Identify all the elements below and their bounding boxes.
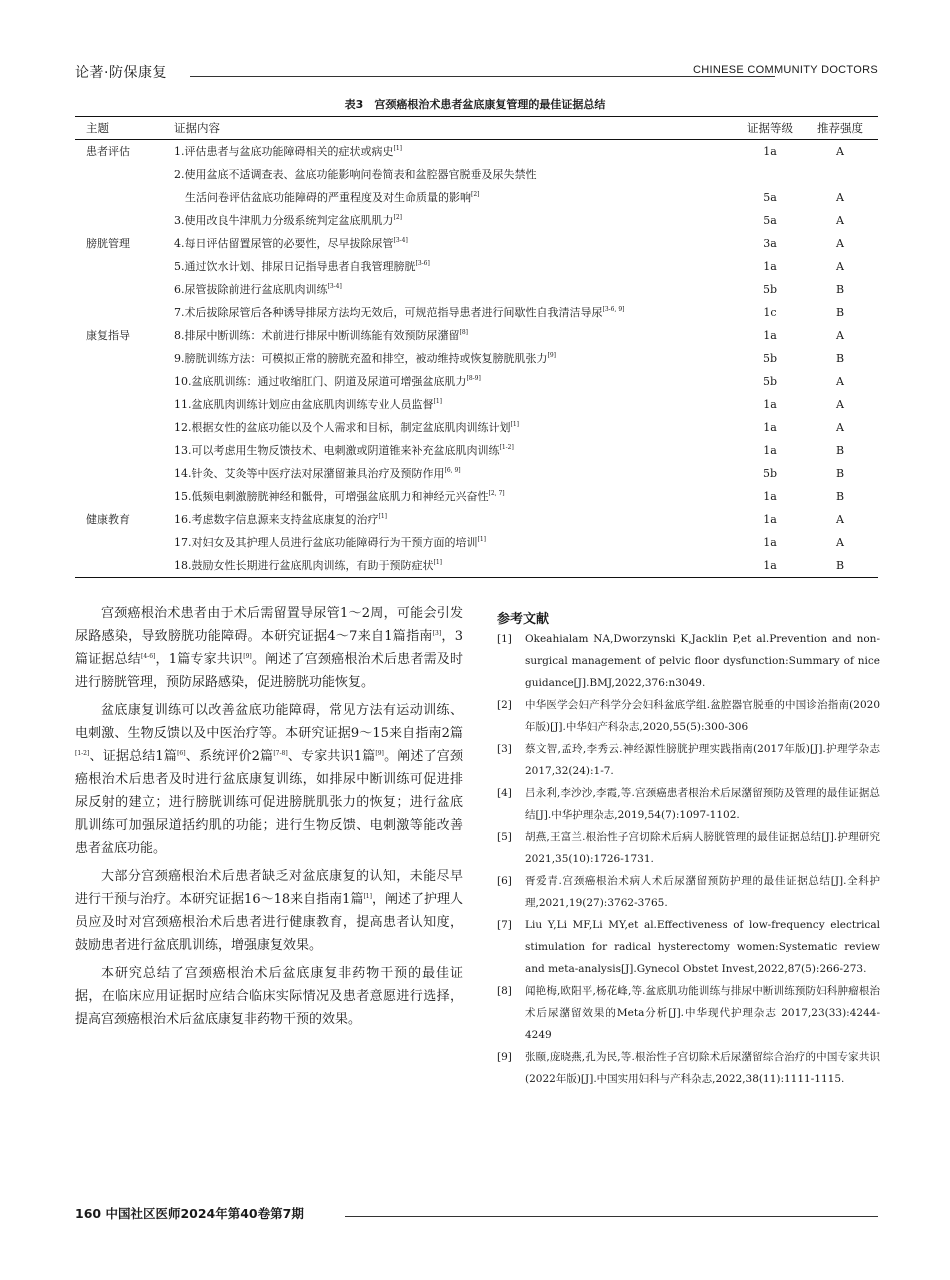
reference-item <box>497 826 880 870</box>
cell-level: 1a <box>763 421 777 434</box>
cell-level: 5a <box>763 191 777 204</box>
table-row <box>75 186 878 209</box>
reference-text: Okeahialam NA,Dworzynski K,Jacklin P,et al.Prevention and non-surgical management of pelvic floor dysfunction:Summary of nice guidance[J].BMJ,2022,376:n3049. <box>525 633 880 689</box>
reference-number: [6] <box>497 875 512 887</box>
reference-number: [8] <box>497 985 512 997</box>
table-row <box>75 554 878 577</box>
cell-level: 1a <box>763 260 777 273</box>
reference-text: 张颐,庞晓燕,孔为民,等.根治性子宫切除术后尿潴留综合治疗的中国专家共识(2022年版)[J].中国实用妇科与产科杂志,2022,38(11):1111-1115. <box>525 1051 880 1085</box>
cell-grade: B <box>835 283 845 296</box>
reference-text: 中华医学会妇产科学分会妇科盆底学组.盆腔器官脱垂的中国诊治指南(2020年版)[J].中华妇产科杂志,2020,55(5):300-306 <box>525 699 880 733</box>
reference-number: [7] <box>497 919 512 931</box>
reference-text: Liu Y,Li MF,Li MY,et al.Effectiveness of low-frequency electrical stimulation for radical hysterectomy women:Systematic review and meta-analysis[J].Gynecol Obstet Invest,2022,87(5):266-273. <box>525 919 880 975</box>
reference-text: 蔡文智,孟玲,李秀云.神经源性膀胱护理实践指南(2017年版)[J].护理学杂志 2017,32(24):1-7. <box>525 743 880 777</box>
reference-item <box>497 914 880 980</box>
cell-topic: 膀胱管理 <box>86 237 130 250</box>
cell-grade: A <box>836 237 844 250</box>
cell-content: 16.考虑数字信息源来支持盆底康复的治疗[1] <box>174 513 387 526</box>
table-row <box>75 255 878 278</box>
cell-grade: A <box>836 260 844 273</box>
cell-content: 12.根据女性的盆底功能以及个人需求和目标，制定盆底肌肉训练计划[1] <box>174 421 519 434</box>
cell-grade: B <box>835 559 845 572</box>
cell-level: 1a <box>763 444 777 457</box>
cell-level: 5b <box>762 467 778 480</box>
reference-number: [1] <box>497 633 512 645</box>
cell-level: 5b <box>762 352 778 365</box>
evidence-table <box>75 116 878 578</box>
reference-number: [2] <box>497 699 512 711</box>
table-row <box>75 508 878 531</box>
reference-item <box>497 782 880 826</box>
table-row <box>75 393 878 416</box>
cell-grade: B <box>835 467 845 480</box>
table-body <box>75 140 878 577</box>
table-row <box>75 531 878 554</box>
cell-content: 9.膀胱训练方法：可模拟正常的膀胱充盈和排空，被动维持或恢复膀胱肌张力[9] <box>174 352 556 365</box>
table-row <box>75 324 878 347</box>
reference-item <box>497 738 880 782</box>
cell-level: 1c <box>763 306 777 319</box>
cell-content: 2.使用盆底不适调查表、盆底功能影响问卷简表和盆腔器官脱垂及尿失禁性 <box>174 168 537 181</box>
col-header-level: 证据等级 <box>747 121 793 135</box>
reference-text: 闻艳梅,欧阳平,杨花峰,等.盆底肌功能训练与排尿中断训练预防妇科肿瘤根治术后尿潴留效果的Meta分析[J].中华现代护理杂志 2017,23(33):4244-4249 <box>525 985 880 1041</box>
paragraph-1: 宫颈癌根治术患者由于术后需留置导尿管1～2周，可能会引发尿路感染，导致膀胱功能障碍。本研究证据4～7来自1篇指南[3]，3篇证据总结[4-6]，1篇专家共识[9]。阐述了宫颈癌根治术后患者需及时进行膀胱管理，预防尿路感染，促进膀胱功能恢复。 <box>75 606 463 690</box>
table-row <box>75 462 878 485</box>
cell-content: 18.鼓励女性长期进行盆底肌肉训练，有助于预防症状[1] <box>174 559 442 572</box>
reference-item <box>497 628 880 694</box>
references-list <box>497 628 880 1090</box>
cell-level: 5b <box>762 283 778 296</box>
cell-content: 10.盆底肌训练：通过收缩肛门、阴道及尿道可增强盆底肌力[8-9] <box>174 375 481 388</box>
cell-level: 5b <box>762 375 778 388</box>
cell-content: 11.盆底肌肉训练计划应由盆底肌肉训练专业人员监督[1] <box>174 398 442 411</box>
reference-item <box>497 980 880 1046</box>
cell-content: 8.排尿中断训练：术前进行排尿中断训练能有效预防尿潴留[8] <box>174 329 468 342</box>
reference-number: [3] <box>497 743 512 755</box>
body-text <box>75 602 463 1036</box>
cell-grade: A <box>836 375 844 388</box>
table-row <box>75 232 878 255</box>
cell-topic: 健康教育 <box>86 513 130 526</box>
cell-grade: A <box>836 421 844 434</box>
table-row <box>75 416 878 439</box>
cell-content: 17.对妇女及其护理人员进行盆底功能障碍行为干预方面的培训[1] <box>174 536 486 549</box>
cell-content: 4.每日评估留置尿管的必要性，尽早拔除尿管[3-4] <box>174 237 408 250</box>
cell-level: 1a <box>763 536 777 549</box>
table-header-row <box>75 117 878 139</box>
cell-content: 6.尿管拔除前进行盆底肌肉训练[3-4] <box>174 283 342 296</box>
references-title: 参考文献 <box>497 612 550 627</box>
cell-grade: A <box>836 536 844 549</box>
cell-content: 13.可以考虑用生物反馈技术、电刺激或阴道锥来补充盆底肌肉训练[1-2] <box>174 444 514 457</box>
cell-grade: B <box>835 306 845 319</box>
footer-rule <box>345 1216 878 1217</box>
table-row <box>75 439 878 462</box>
cell-topic: 康复指导 <box>86 329 130 342</box>
cell-level: 1a <box>763 398 777 411</box>
section-title: 论著·防保康复 <box>75 65 167 81</box>
reference-item <box>497 1046 880 1090</box>
table-row <box>75 301 878 324</box>
cell-level: 3a <box>763 237 777 250</box>
table-row <box>75 140 878 163</box>
cell-level: 1a <box>763 329 777 342</box>
table-row <box>75 209 878 232</box>
cell-level: 1a <box>763 559 777 572</box>
cell-content: 5.通过饮水计划、排尿日记指导患者自我管理膀胱[3-6] <box>174 260 430 273</box>
table-bottom-rule <box>75 577 878 578</box>
col-header-grade: 推荐强度 <box>817 121 863 135</box>
col-header-content: 证据内容 <box>174 121 220 135</box>
page-footer: 160 中国社区医师2024年第40卷第7期 <box>75 1206 304 1221</box>
paragraph-2: 盆底康复训练可以改善盆底功能障碍，常见方法有运动训练、电刺激、生物反馈以及中医治疗等。本研究证据9～15来自指南2篇[1-2]、证据总结1篇[6]、系统评价2篇[7-8]、专家共识1篇[9]。阐述了宫颈癌根治术后患者及时进行盆底康复训练，如排尿中断训练可促进排尿反射的建立；进行膀胱训练可促进膀胱肌张力的恢复；进行盆底肌训练可加强尿道括约肌的功能；进行生物反馈、电刺激等能改善患者盆底功能。 <box>75 703 463 856</box>
cell-grade: A <box>836 513 844 526</box>
cell-content: 1.评估患者与盆底功能障碍相关的症状或病史[1] <box>174 145 402 158</box>
reference-text: 胥爱青.宫颈癌根治术病人术后尿潴留预防护理的最佳证据总结[J].全科护理,2021,19(27):3762-3765. <box>525 875 880 909</box>
cell-grade: A <box>836 329 844 342</box>
cell-content: 14.针灸、艾灸等中医疗法对尿潴留兼具治疗及预防作用[6, 9] <box>174 467 461 480</box>
table-row <box>75 485 878 508</box>
cell-grade: A <box>836 214 844 227</box>
reference-number: [9] <box>497 1051 512 1063</box>
paragraph-3: 大部分宫颈癌根治术后患者缺乏对盆底康复的认知，未能尽早进行干预与治疗。本研究证据16～18来自指南1篇[1]，阐述了护理人员应及时对宫颈癌根治术后患者进行健康教育，提高患者认知度，鼓励患者进行盆底肌训练，增强康复效果。 <box>75 869 463 953</box>
cell-level: 1a <box>763 490 777 503</box>
col-header-topic: 主题 <box>86 121 109 135</box>
cell-grade: A <box>836 145 844 158</box>
reference-number: [5] <box>497 831 512 843</box>
journal-name: CHINESE COMMUNITY DOCTORS <box>693 64 878 76</box>
cell-content: 生活问卷评估盆底功能障碍的严重程度及对生命质量的影响[2] <box>174 191 480 204</box>
cell-grade: B <box>835 444 845 457</box>
cell-grade: A <box>836 191 844 204</box>
cell-content: 7.术后拔除尿管后各种诱导排尿方法均无效后，可规范指导患者进行间歇性自我清洁导尿[3-6, 9] <box>174 306 625 319</box>
table-row <box>75 347 878 370</box>
reference-item <box>497 694 880 738</box>
table-caption: 表3 宫颈癌根治术患者盆底康复管理的最佳证据总结 <box>344 98 606 111</box>
cell-grade: A <box>836 398 844 411</box>
cell-level: 1a <box>763 513 777 526</box>
reference-number: [4] <box>497 787 512 799</box>
cell-content: 15.低频电刺激膀胱神经和骶骨，可增强盆底肌力和神经元兴奋性[2, 7] <box>174 490 505 503</box>
cell-content: 3.使用改良牛津肌力分级系统判定盆底肌肌力[2] <box>174 214 402 227</box>
paragraph-4: 本研究总结了宫颈癌根治术后盆底康复非药物干预的最佳证据，在临床应用证据时应结合临床实际情况及患者意愿进行选择，提高宫颈癌根治术后盆底康复非药物干预的效果。 <box>75 966 463 1027</box>
cell-level: 5a <box>763 214 777 227</box>
cell-grade: B <box>835 352 845 365</box>
cell-level: 1a <box>763 145 777 158</box>
reference-item <box>497 870 880 914</box>
header-rule <box>190 76 775 77</box>
table-row <box>75 370 878 393</box>
cell-topic: 患者评估 <box>86 145 130 158</box>
reference-text: 胡燕,王富兰.根治性子宫切除术后病人膀胱管理的最佳证据总结[J].护理研究 2021,35(10):1726-1731. <box>525 831 880 865</box>
table-row <box>75 163 878 186</box>
reference-text: 吕永利,李沙沙,李霞,等.宫颈癌患者根治术后尿潴留预防及管理的最佳证据总结[J].中华护理杂志,2019,54(7):1097-1102. <box>525 787 880 821</box>
table-row <box>75 278 878 301</box>
cell-grade: B <box>835 490 845 503</box>
